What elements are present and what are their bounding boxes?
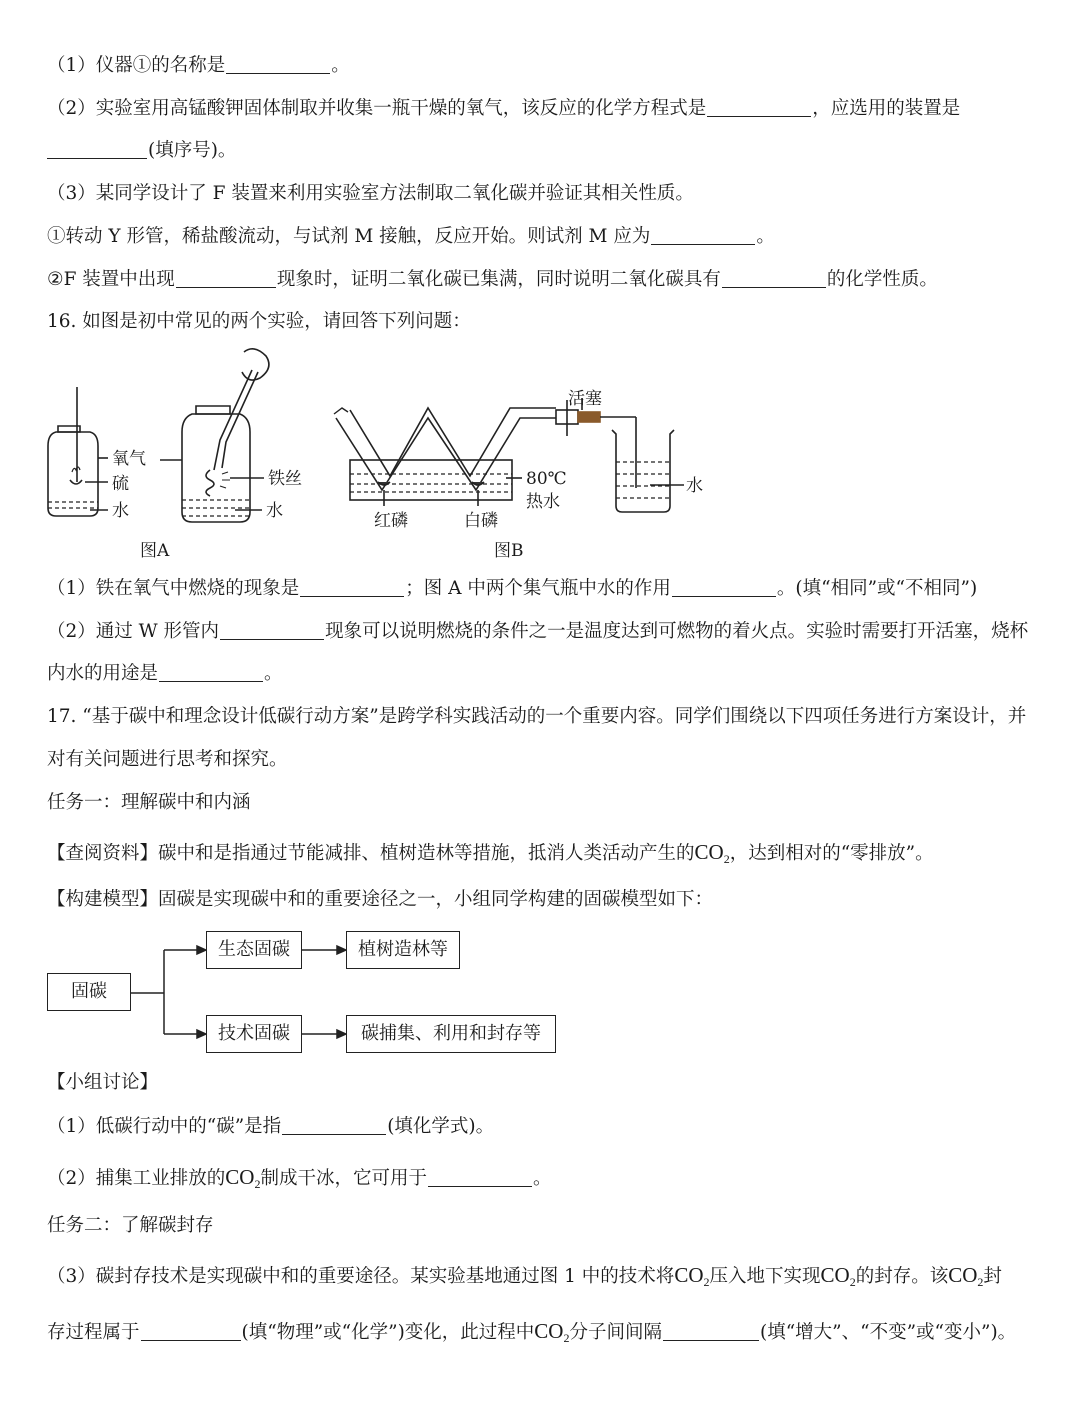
q15-3-1-end: 。 <box>756 226 775 247</box>
answer-blank[interactable] <box>141 1322 241 1341</box>
model-eco-box: 生态固碳 <box>206 931 302 969</box>
q15-3-1-text: ①转动 Y 形管，稀盐酸流动，与试剂 M 接触，反应开始。则试剂 M 应为 <box>47 226 651 247</box>
build-model: 【构建模型】固碳是实现碳中和的重要途径之一，小组同学构建的固碳模型如下： <box>47 889 714 910</box>
gas-bottle-1 <box>48 432 98 516</box>
answer-blank[interactable] <box>672 578 776 597</box>
q15-3-2-text: ②F 装置中出现 <box>47 269 175 290</box>
q17-1-text: （1）低碳行动中的“碳”是指 <box>47 1116 282 1137</box>
q15-1-text: （1）仪器①的名称是 <box>47 55 226 76</box>
q16-part2-cont <box>47 661 283 687</box>
w-tube <box>336 418 556 490</box>
q17-title-cont: 对有关问题进行思考和探究。 <box>47 749 288 770</box>
task-one-heading: 任务一：理解碳中和内涵 <box>47 792 251 813</box>
label-water-a1: 水 <box>112 501 129 521</box>
iron-wire-coil <box>206 470 214 496</box>
caption-fig-a: 图A <box>140 541 170 561</box>
formula-co2: $CO_2$ <box>674 1263 710 1289</box>
hand <box>242 349 269 380</box>
q15-2-end: (填序号)。 <box>148 140 237 161</box>
answer-blank[interactable] <box>428 1168 532 1187</box>
answer-blank[interactable] <box>282 1116 386 1135</box>
reference-end: ，达到相对的“零排放”。 <box>729 843 934 864</box>
q16-1-mid: ；图 A 中两个集气瓶中水的作用 <box>405 578 671 599</box>
model-tech-example-box: 碳捕集、利用和封存等 <box>346 1015 556 1053</box>
label-water-a2: 水 <box>266 501 283 521</box>
label-sulfur: 硫 <box>112 474 129 494</box>
q17-3-end: 封 <box>983 1266 1002 1287</box>
q15-1-end: 。 <box>331 55 350 76</box>
answer-blank[interactable] <box>663 1322 759 1341</box>
label-red-phosphorus: 红磷 <box>374 511 408 531</box>
formula-co2: $CO_2$ <box>534 1319 570 1345</box>
water-trough <box>350 460 512 500</box>
q16-part2 <box>47 619 1028 645</box>
label-white-phosphorus: 白磷 <box>464 511 498 531</box>
q17-3-cont-mid2: 分子间间隔 <box>569 1322 662 1343</box>
q17-part3-cont <box>47 1318 1016 1351</box>
label-hot-water: 热水 <box>526 492 560 512</box>
model-eco-example-box: 植树造林等 <box>346 931 460 969</box>
formula-co2: $CO_2$ <box>948 1263 984 1289</box>
white-phosphorus <box>472 482 484 485</box>
group-discussion: 【小组讨论】 <box>47 1072 159 1093</box>
q17-part1 <box>47 1114 494 1140</box>
q15-part3: （3）某同学设计了 F 装置来利用实验室方法制取二氧化碳并验证其相关性质。 <box>47 183 694 204</box>
reference-material <box>47 839 934 872</box>
formula-co2: $CO_2$ <box>225 1165 261 1191</box>
q16-part1 <box>47 576 977 602</box>
label-iron-wire: 铁丝 <box>268 469 302 489</box>
q17-part3 <box>47 1262 1002 1295</box>
label-oxygen: 氧气 <box>112 449 146 469</box>
rubber-tube <box>578 412 600 422</box>
answer-blank[interactable] <box>300 578 404 597</box>
q16-2-cont-text: 内水的用途是 <box>47 663 159 684</box>
model-root-box: 固碳 <box>47 973 131 1011</box>
answer-blank[interactable] <box>220 621 324 640</box>
label-temperature: 80℃ <box>526 469 567 489</box>
formula-co2: $CO_2$ <box>820 1263 856 1289</box>
q16-2-text: （2）通过 W 形管内 <box>47 621 220 642</box>
q16-1-end: 。(填“相同”或“不相同”) <box>776 578 978 599</box>
q17-3-cont-text: 存过程属于 <box>47 1322 140 1343</box>
q17-2-end: 。 <box>532 1168 552 1189</box>
q15-2-mid: ，应选用的装置是 <box>812 98 961 119</box>
reference-text: 【查阅资料】碳中和是指通过节能减排、植树造林等措施，抵消人类活动产生的 <box>47 843 695 864</box>
q16-title: 16. 如图是初中常见的两个实验，请回答下列问题： <box>47 311 471 332</box>
answer-blank[interactable] <box>159 663 263 682</box>
label-water-b: 水 <box>686 476 703 496</box>
q17-3-text: （3）碳封存技术是实现碳中和的重要途径。某实验基地通过图 1 中的技术将 <box>47 1266 675 1287</box>
q17-3-mid2: 的封存。该 <box>855 1266 949 1287</box>
label-stopcock: 活塞 <box>568 389 602 409</box>
burning-spoon <box>70 480 82 484</box>
q17-3-mid: 压入地下实现 <box>709 1266 821 1287</box>
caption-fig-b: 图B <box>494 541 524 561</box>
q17-3-cont-end: (填“增大”、“不变”或“变小”)。 <box>760 1322 1017 1343</box>
q15-2-text: （2）实验室用高锰酸钾固体制取并收集一瓶干燥的氧气，该反应的化学方程式是 <box>47 98 707 119</box>
q16-2-end: 。 <box>264 663 283 684</box>
model-tech-box: 技术固碳 <box>206 1015 302 1053</box>
q15-3-2-end: 的化学性质。 <box>826 269 938 290</box>
q17-part2 <box>47 1164 552 1197</box>
q17-2-text: （2）捕集工业排放的 <box>47 1168 226 1189</box>
q17-2-mid: 制成干冰，它可用于 <box>260 1168 427 1189</box>
flame-icon <box>72 467 80 472</box>
q16-1-text: （1）铁在氧气中燃烧的现象是 <box>47 578 300 599</box>
bottle-stopper-2 <box>196 406 230 414</box>
task-two-heading: 任务二：了解碳封存 <box>47 1215 214 1236</box>
q16-2-mid: 现象可以说明燃烧的条件之一是温度达到可燃物的着火点。实验时需要打开活塞，烧杯 <box>325 621 1029 642</box>
q17-3-cont-mid: (填“物理”或“化学”)变化，此过程中 <box>241 1322 535 1343</box>
q17-title: 17. “基于碳中和理念设计低碳行动方案”是跨学科实践活动的一个重要内容。同学们围绕以下四项任务进行方案设计，并 <box>47 706 1027 727</box>
formula-co2: $CO_2$ <box>694 840 730 866</box>
q15-3-2-mid: 现象时，证明二氧化碳已集满，同时说明二氧化碳具有 <box>276 269 721 290</box>
beaker <box>612 430 674 512</box>
gas-bottle-2 <box>182 414 250 522</box>
q17-1-end: (填化学式)。 <box>387 1116 495 1137</box>
